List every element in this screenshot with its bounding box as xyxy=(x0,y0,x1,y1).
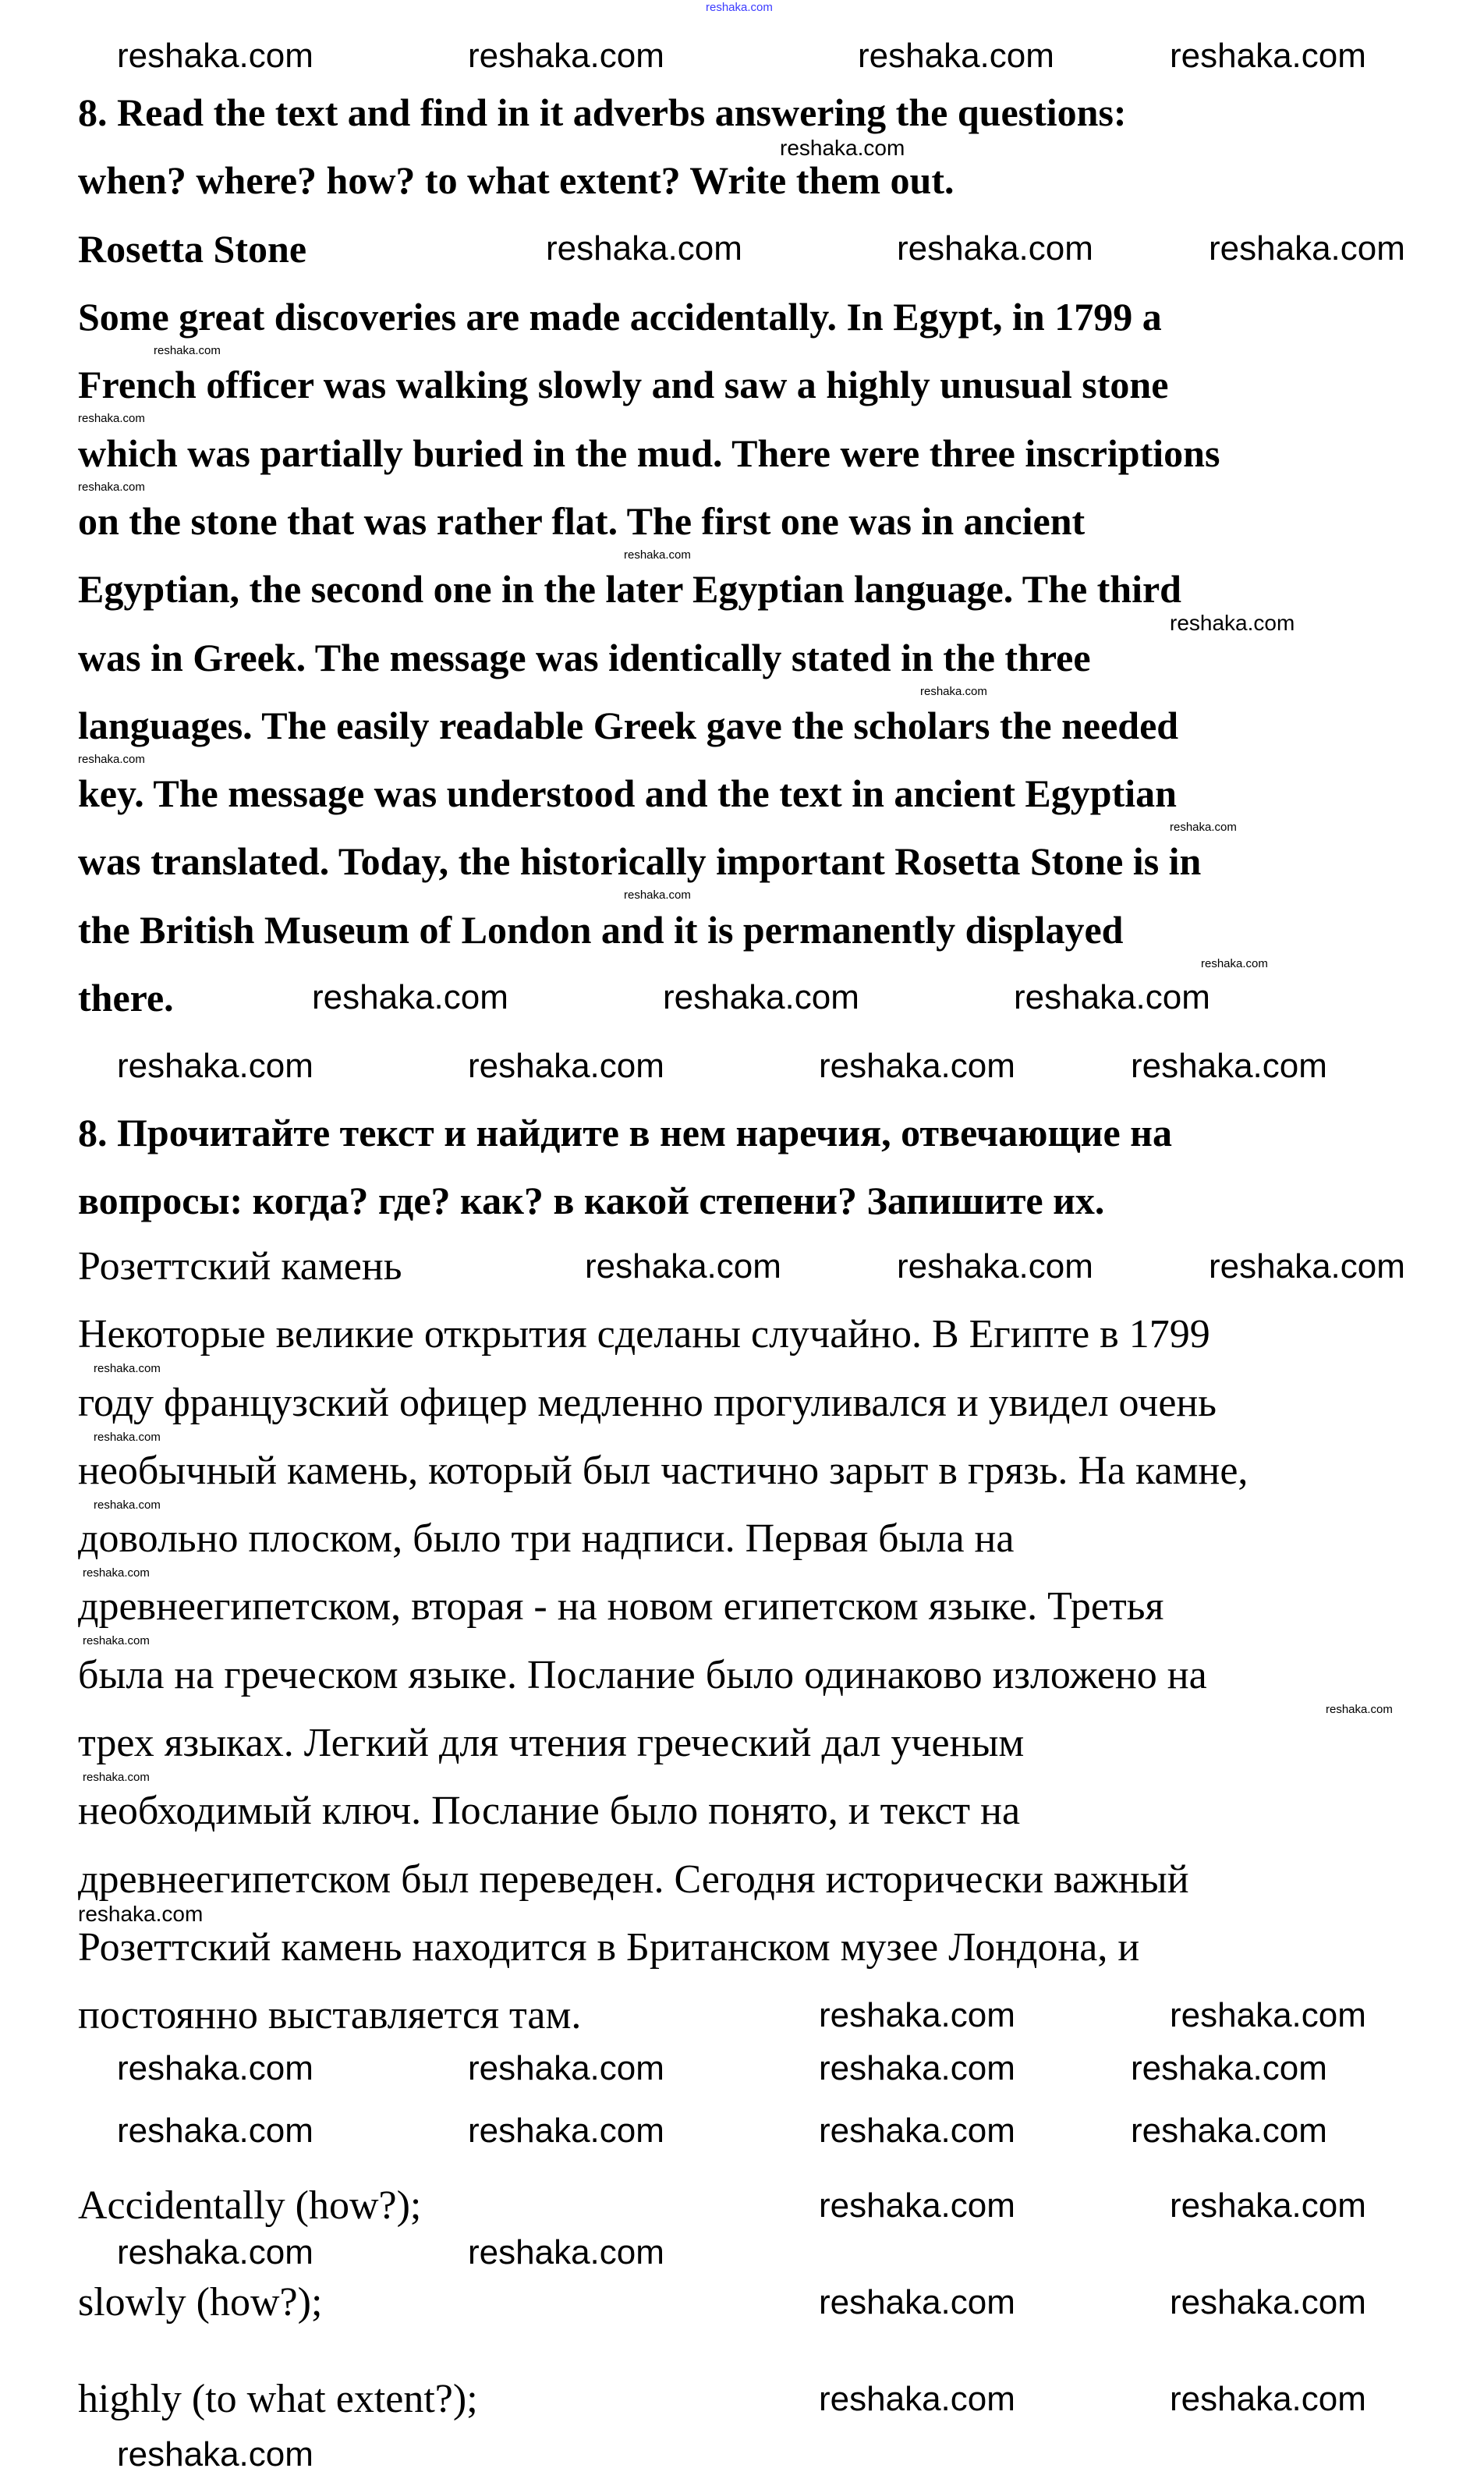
text-line-ru: довольно плоском, было три надписи. Первая была на xyxy=(78,1516,1015,1561)
watermark: reshaka.com xyxy=(858,37,1054,75)
header-watermark: reshaka.com xyxy=(706,1,773,14)
watermark: reshaka.com xyxy=(624,548,691,562)
watermark: reshaka.com xyxy=(819,2283,1015,2321)
watermark: reshaka.com xyxy=(468,37,664,75)
task-heading-en: 8. Read the text and find in it adverbs answering the questions: xyxy=(78,90,1127,134)
watermark: reshaka.com xyxy=(546,229,742,268)
text-line-ru: постоянно выставляется там. xyxy=(78,1993,582,2037)
watermark: reshaka.com xyxy=(468,1047,664,1085)
text-line-en: the British Museum of London and it is permanently displayed xyxy=(78,908,1124,952)
watermark: reshaka.com xyxy=(819,1996,1015,2034)
watermark: reshaka.com xyxy=(819,2112,1015,2150)
answer-line: highly (to what extent?); xyxy=(78,2377,478,2421)
text-line-en: on the stone that was rather flat. The first one was in ancient xyxy=(78,499,1086,543)
watermark: reshaka.com xyxy=(897,1247,1093,1286)
watermark: reshaka.com xyxy=(117,37,313,75)
watermark: reshaka.com xyxy=(154,344,221,357)
watermark: reshaka.com xyxy=(1131,2112,1327,2150)
watermark: reshaka.com xyxy=(117,2435,313,2474)
text-line-en: was in Greek. The message was identically stated in the three xyxy=(78,636,1091,679)
watermark: reshaka.com xyxy=(117,1047,313,1085)
watermark: reshaka.com xyxy=(78,412,145,425)
text-line-en: was translated. Today, the historically important Rosetta Stone is in xyxy=(78,839,1202,883)
text-line-ru: Розеттский камень находится в Британском музее Лондона, и xyxy=(78,1925,1140,1970)
text-line-en: Egyptian, the second one in the later Egyptian language. The third xyxy=(78,567,1181,611)
watermark: reshaka.com xyxy=(83,1634,150,1647)
text-line-ru: древнеегипетском был переведен. Сегодня исторически важный xyxy=(78,1857,1189,1902)
watermark: reshaka.com xyxy=(920,685,987,698)
text-line-ru: году французский офицер медленно прогуливался и увидел очень xyxy=(78,1381,1217,1425)
watermark: reshaka.com xyxy=(78,1902,204,1926)
answer-line: slowly (how?); xyxy=(78,2280,323,2325)
text-line-en: Some great discoveries are made accidentally. In Egypt, in 1799 a xyxy=(78,295,1162,339)
watermark: reshaka.com xyxy=(78,481,145,494)
watermark: reshaka.com xyxy=(1201,957,1268,970)
text-line-en: which was partially buried in the mud. There were three inscriptions xyxy=(78,431,1220,475)
task-heading-ru: 8. Прочитайте текст и найдите в нем наречия, отвечающие на xyxy=(78,1111,1172,1154)
watermark: reshaka.com xyxy=(83,1566,150,1580)
watermark: reshaka.com xyxy=(1170,2283,1366,2321)
watermark: reshaka.com xyxy=(624,888,691,902)
watermark: reshaka.com xyxy=(897,229,1093,268)
watermark: reshaka.com xyxy=(468,2049,664,2087)
watermark: reshaka.com xyxy=(780,136,905,160)
watermark: reshaka.com xyxy=(1131,2049,1327,2087)
watermark: reshaka.com xyxy=(1170,611,1295,635)
watermark: reshaka.com xyxy=(78,753,145,766)
watermark: reshaka.com xyxy=(819,2186,1015,2225)
watermark: reshaka.com xyxy=(1326,1703,1393,1716)
answer-line: Accidentally (how?); xyxy=(78,2183,422,2228)
watermark: reshaka.com xyxy=(1170,1996,1366,2034)
watermark: reshaka.com xyxy=(1170,821,1237,834)
watermark: reshaka.com xyxy=(94,1431,161,1444)
watermark: reshaka.com xyxy=(117,2233,313,2271)
text-title-ru: Розеттский камень xyxy=(78,1244,402,1289)
watermark: reshaka.com xyxy=(1170,2186,1366,2225)
watermark: reshaka.com xyxy=(117,2112,313,2150)
watermark: reshaka.com xyxy=(1170,37,1366,75)
text-line-en: languages. The easily readable Greek gave the scholars the needed xyxy=(78,704,1179,747)
watermark: reshaka.com xyxy=(819,2380,1015,2418)
watermark: reshaka.com xyxy=(1209,229,1405,268)
text-title-en: Rosetta Stone xyxy=(78,227,307,271)
watermark: reshaka.com xyxy=(585,1247,781,1286)
text-line-ru: была на греческом языке. Послание было одинаково изложено на xyxy=(78,1653,1207,1697)
watermark: reshaka.com xyxy=(117,2049,313,2087)
text-line-en: key. The message was understood and the text in ancient Egyptian xyxy=(78,771,1177,815)
watermark: reshaka.com xyxy=(663,978,859,1016)
watermark: reshaka.com xyxy=(1209,1247,1405,1286)
watermark: reshaka.com xyxy=(83,1771,150,1784)
watermark: reshaka.com xyxy=(819,2049,1015,2087)
text-line-ru: Некоторые великие открытия сделаны случайно. В Египте в 1799 xyxy=(78,1312,1210,1356)
watermark: reshaka.com xyxy=(819,1047,1015,1085)
watermark: reshaka.com xyxy=(94,1498,161,1512)
text-line-ru: необходимый ключ. Послание было понято, и текст на xyxy=(78,1789,1021,1833)
text-line-ru: древнеегипетском, вторая - на новом египетском языке. Третья xyxy=(78,1584,1164,1629)
watermark: reshaka.com xyxy=(1014,978,1210,1016)
watermark: reshaka.com xyxy=(312,978,508,1016)
watermark: reshaka.com xyxy=(468,2112,664,2150)
text-line-ru: трех языках. Легкий для чтения греческий дал ученым xyxy=(78,1721,1025,1765)
text-line-en: French officer was walking slowly and saw a highly unusual stone xyxy=(78,363,1169,406)
watermark: reshaka.com xyxy=(1170,2380,1366,2418)
text-line-ru: необычный камень, который был частично зарыт в грязь. На камне, xyxy=(78,1449,1248,1493)
watermark: reshaka.com xyxy=(1131,1047,1327,1085)
watermark: reshaka.com xyxy=(94,1362,161,1375)
task-heading-en: when? where? how? to what extent? Write them out. xyxy=(78,158,955,202)
task-heading-ru: вопросы: когда? где? как? в какой степени? Запишите их. xyxy=(78,1179,1105,1222)
text-line-en: there. xyxy=(78,976,174,1020)
watermark: reshaka.com xyxy=(468,2233,664,2271)
